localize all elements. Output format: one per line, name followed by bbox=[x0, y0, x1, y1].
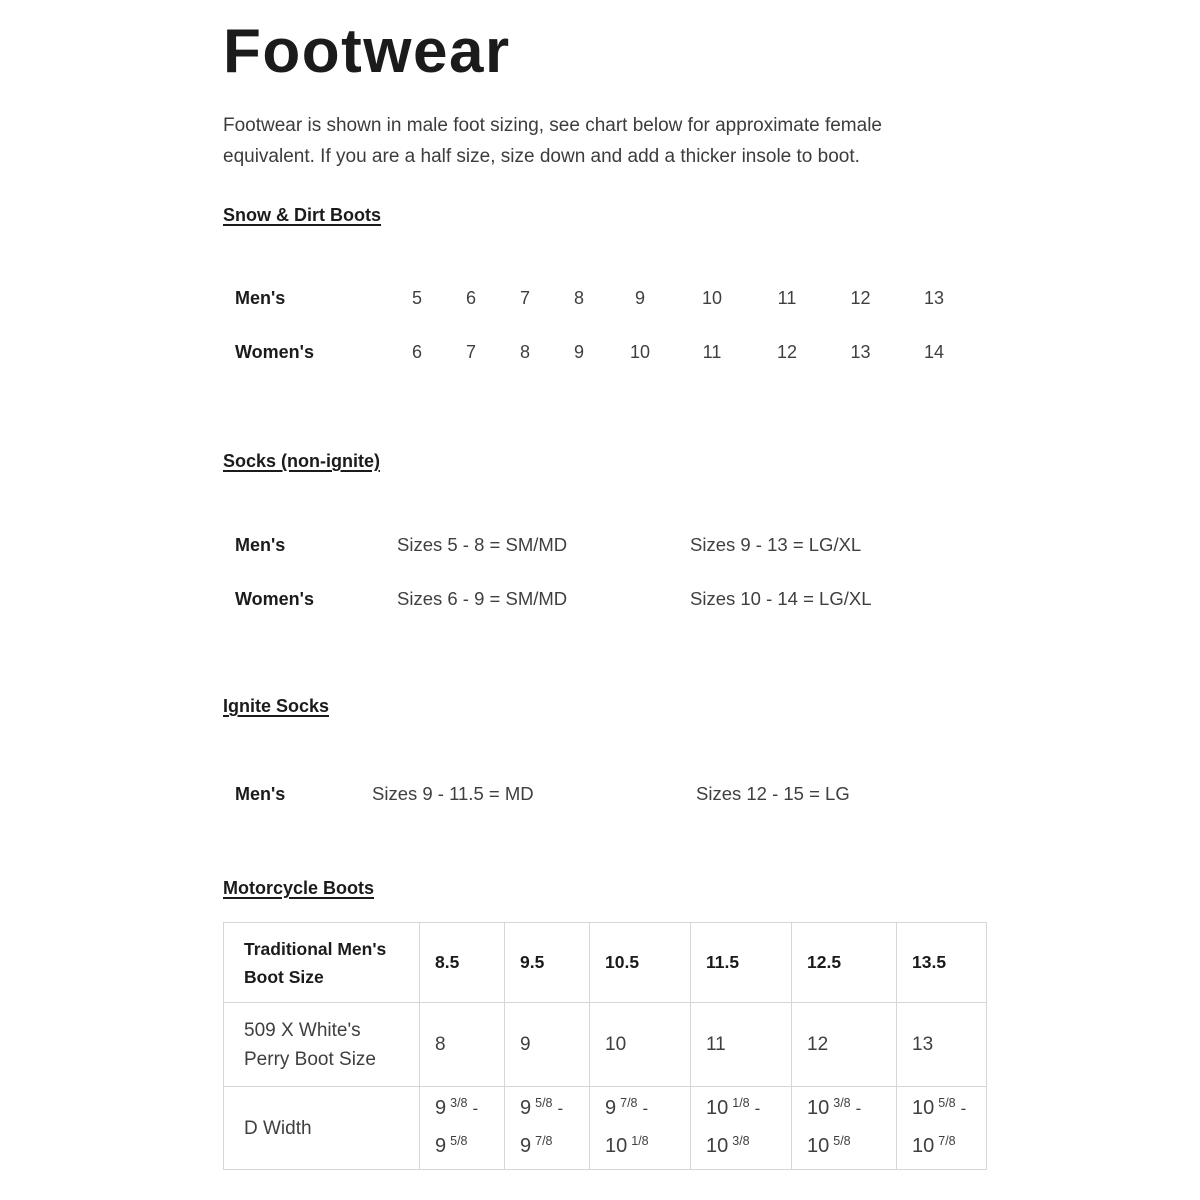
d-width-range bbox=[520, 1096, 564, 1157]
snow-dirt-boots-size-grid bbox=[223, 288, 1200, 362]
perry-row-label-line: Perry Boot Size bbox=[244, 1048, 376, 1070]
section-ignite-socks-heading: Ignite Socks bbox=[223, 696, 330, 716]
d-width-range-cell bbox=[420, 1087, 505, 1170]
size-value: 8 bbox=[519, 342, 530, 362]
table-header-label-line: Traditional Men's bbox=[244, 938, 387, 959]
range-to-whole: 10 bbox=[605, 1135, 628, 1157]
d-width-range-cell bbox=[590, 1087, 691, 1170]
size-value: 6 bbox=[465, 288, 476, 308]
perry-size-value: 13 bbox=[897, 1003, 987, 1087]
d-width-row-label: D Width bbox=[224, 1087, 420, 1170]
row-label: Men's bbox=[235, 535, 286, 555]
range-to-whole: 9 bbox=[520, 1135, 532, 1157]
traditional-size-value: 8.5 bbox=[420, 923, 505, 1003]
row-label: Men's bbox=[235, 784, 286, 804]
range-to-whole: 10 bbox=[807, 1135, 830, 1157]
traditional-size-value: 12.5 bbox=[792, 923, 897, 1003]
table-header-label-line: Boot Size bbox=[244, 966, 324, 987]
table-row-perry-boot-size bbox=[224, 1003, 987, 1087]
size-value: 13 bbox=[850, 342, 871, 362]
traditional-size-value: 9.5 bbox=[505, 923, 590, 1003]
d-width-range bbox=[435, 1096, 479, 1157]
sock-size-range-small: Sizes 5 - 8 = SM/MD bbox=[397, 534, 568, 555]
intro-line: equivalent. If you are a half size, size down and add a thicker insole to boot. bbox=[223, 146, 860, 167]
range-separator: - bbox=[960, 1099, 967, 1118]
perry-size-value: 12 bbox=[792, 1003, 897, 1087]
d-width-range bbox=[807, 1096, 862, 1157]
sock-size-range-large: Sizes 12 - 15 = LG bbox=[696, 783, 850, 804]
range-from-whole: 10 bbox=[807, 1097, 830, 1119]
perry-size-value: 9 bbox=[505, 1003, 590, 1087]
sock-size-range-large: Sizes 9 - 13 = LG/XL bbox=[690, 534, 862, 555]
socks-row-womens bbox=[223, 589, 1200, 609]
range-to-fraction: 1/8 bbox=[631, 1134, 649, 1148]
boots-size-row-mens bbox=[223, 288, 1200, 308]
traditional-size-value: 10.5 bbox=[590, 923, 691, 1003]
size-value: 12 bbox=[776, 342, 798, 362]
ignite-socks-grid bbox=[223, 784, 1200, 804]
range-separator: - bbox=[642, 1099, 649, 1118]
boots-size-row-womens bbox=[223, 342, 1200, 362]
size-value: 11 bbox=[777, 288, 797, 308]
perry-size-value: 11 bbox=[691, 1003, 792, 1087]
row-label: Women's bbox=[235, 342, 314, 362]
table-header-label bbox=[224, 923, 420, 1003]
ignite-socks-row-mens bbox=[223, 784, 1200, 804]
perry-size-value: 8 bbox=[420, 1003, 505, 1087]
traditional-size-value: 13.5 bbox=[897, 923, 987, 1003]
size-value: 14 bbox=[923, 342, 945, 362]
section-snow-dirt-boots-heading: Snow & Dirt Boots bbox=[223, 205, 381, 225]
d-width-range-cell bbox=[505, 1087, 590, 1170]
d-width-range bbox=[706, 1096, 761, 1157]
socks-non-ignite-grid bbox=[223, 535, 1200, 609]
range-from-whole: 10 bbox=[706, 1097, 729, 1119]
range-from-whole: 9 bbox=[520, 1097, 532, 1119]
size-value: 7 bbox=[465, 342, 476, 362]
page-title: Footwear bbox=[223, 17, 511, 86]
socks-row-mens bbox=[223, 535, 1200, 555]
range-from-whole: 9 bbox=[435, 1097, 447, 1119]
size-value: 10 bbox=[629, 342, 651, 362]
range-separator: - bbox=[472, 1099, 479, 1118]
range-to-fraction: 7/8 bbox=[938, 1134, 956, 1148]
size-value: 5 bbox=[411, 288, 422, 308]
traditional-size-value: 11.5 bbox=[691, 923, 792, 1003]
perry-row-label bbox=[224, 1003, 420, 1087]
range-to-fraction: 7/8 bbox=[535, 1134, 553, 1148]
range-to-whole: 10 bbox=[912, 1135, 935, 1157]
section-socks-non-ignite-heading: Socks (non-ignite) bbox=[223, 451, 380, 471]
sock-size-range-small: Sizes 6 - 9 = SM/MD bbox=[397, 588, 568, 609]
range-from-fraction: 5/8 bbox=[938, 1096, 956, 1110]
d-width-range bbox=[605, 1096, 649, 1157]
motorcycle-boots-table bbox=[223, 922, 987, 1170]
size-value: 7 bbox=[519, 288, 530, 308]
range-to-whole: 10 bbox=[706, 1135, 729, 1157]
range-to-fraction: 5/8 bbox=[450, 1134, 468, 1148]
perry-size-value: 10 bbox=[590, 1003, 691, 1087]
section-motorcycle-boots-heading: Motorcycle Boots bbox=[223, 878, 375, 898]
size-value: 12 bbox=[850, 288, 871, 308]
row-label: Women's bbox=[235, 589, 314, 609]
row-label: Men's bbox=[235, 288, 286, 308]
range-to-fraction: 3/8 bbox=[732, 1134, 750, 1148]
range-separator: - bbox=[754, 1099, 761, 1118]
d-width-range-cell bbox=[897, 1087, 987, 1170]
size-value: 9 bbox=[573, 342, 584, 362]
range-to-whole: 9 bbox=[435, 1135, 447, 1157]
size-value: 10 bbox=[701, 288, 723, 308]
range-to-fraction: 5/8 bbox=[833, 1134, 851, 1148]
intro-line: Footwear is shown in male foot sizing, see chart below for approximate female bbox=[223, 115, 882, 136]
size-value: 11 bbox=[702, 342, 722, 362]
d-width-range bbox=[912, 1096, 967, 1157]
range-from-fraction: 3/8 bbox=[450, 1096, 468, 1110]
range-from-fraction: 1/8 bbox=[732, 1096, 750, 1110]
range-from-whole: 9 bbox=[605, 1097, 617, 1119]
size-value: 13 bbox=[923, 288, 945, 308]
perry-row-label-line: 509 X White's bbox=[244, 1019, 361, 1041]
range-separator: - bbox=[557, 1099, 564, 1118]
size-value: 8 bbox=[573, 288, 584, 308]
size-value: 6 bbox=[411, 342, 422, 362]
size-value: 9 bbox=[634, 288, 645, 308]
range-from-fraction: 7/8 bbox=[620, 1096, 638, 1110]
range-from-whole: 10 bbox=[912, 1097, 935, 1119]
intro-paragraph bbox=[223, 110, 1200, 172]
table-row-d-width bbox=[224, 1087, 987, 1170]
range-from-fraction: 5/8 bbox=[535, 1096, 553, 1110]
d-width-range-cell bbox=[792, 1087, 897, 1170]
table-row-traditional-boot-size bbox=[224, 923, 987, 1003]
range-separator: - bbox=[855, 1099, 862, 1118]
d-width-range-cell bbox=[691, 1087, 792, 1170]
sock-size-range-large: Sizes 10 - 14 = LG/XL bbox=[690, 588, 872, 609]
range-from-fraction: 3/8 bbox=[833, 1096, 851, 1110]
sock-size-range-small: Sizes 9 - 11.5 = MD bbox=[372, 783, 534, 804]
